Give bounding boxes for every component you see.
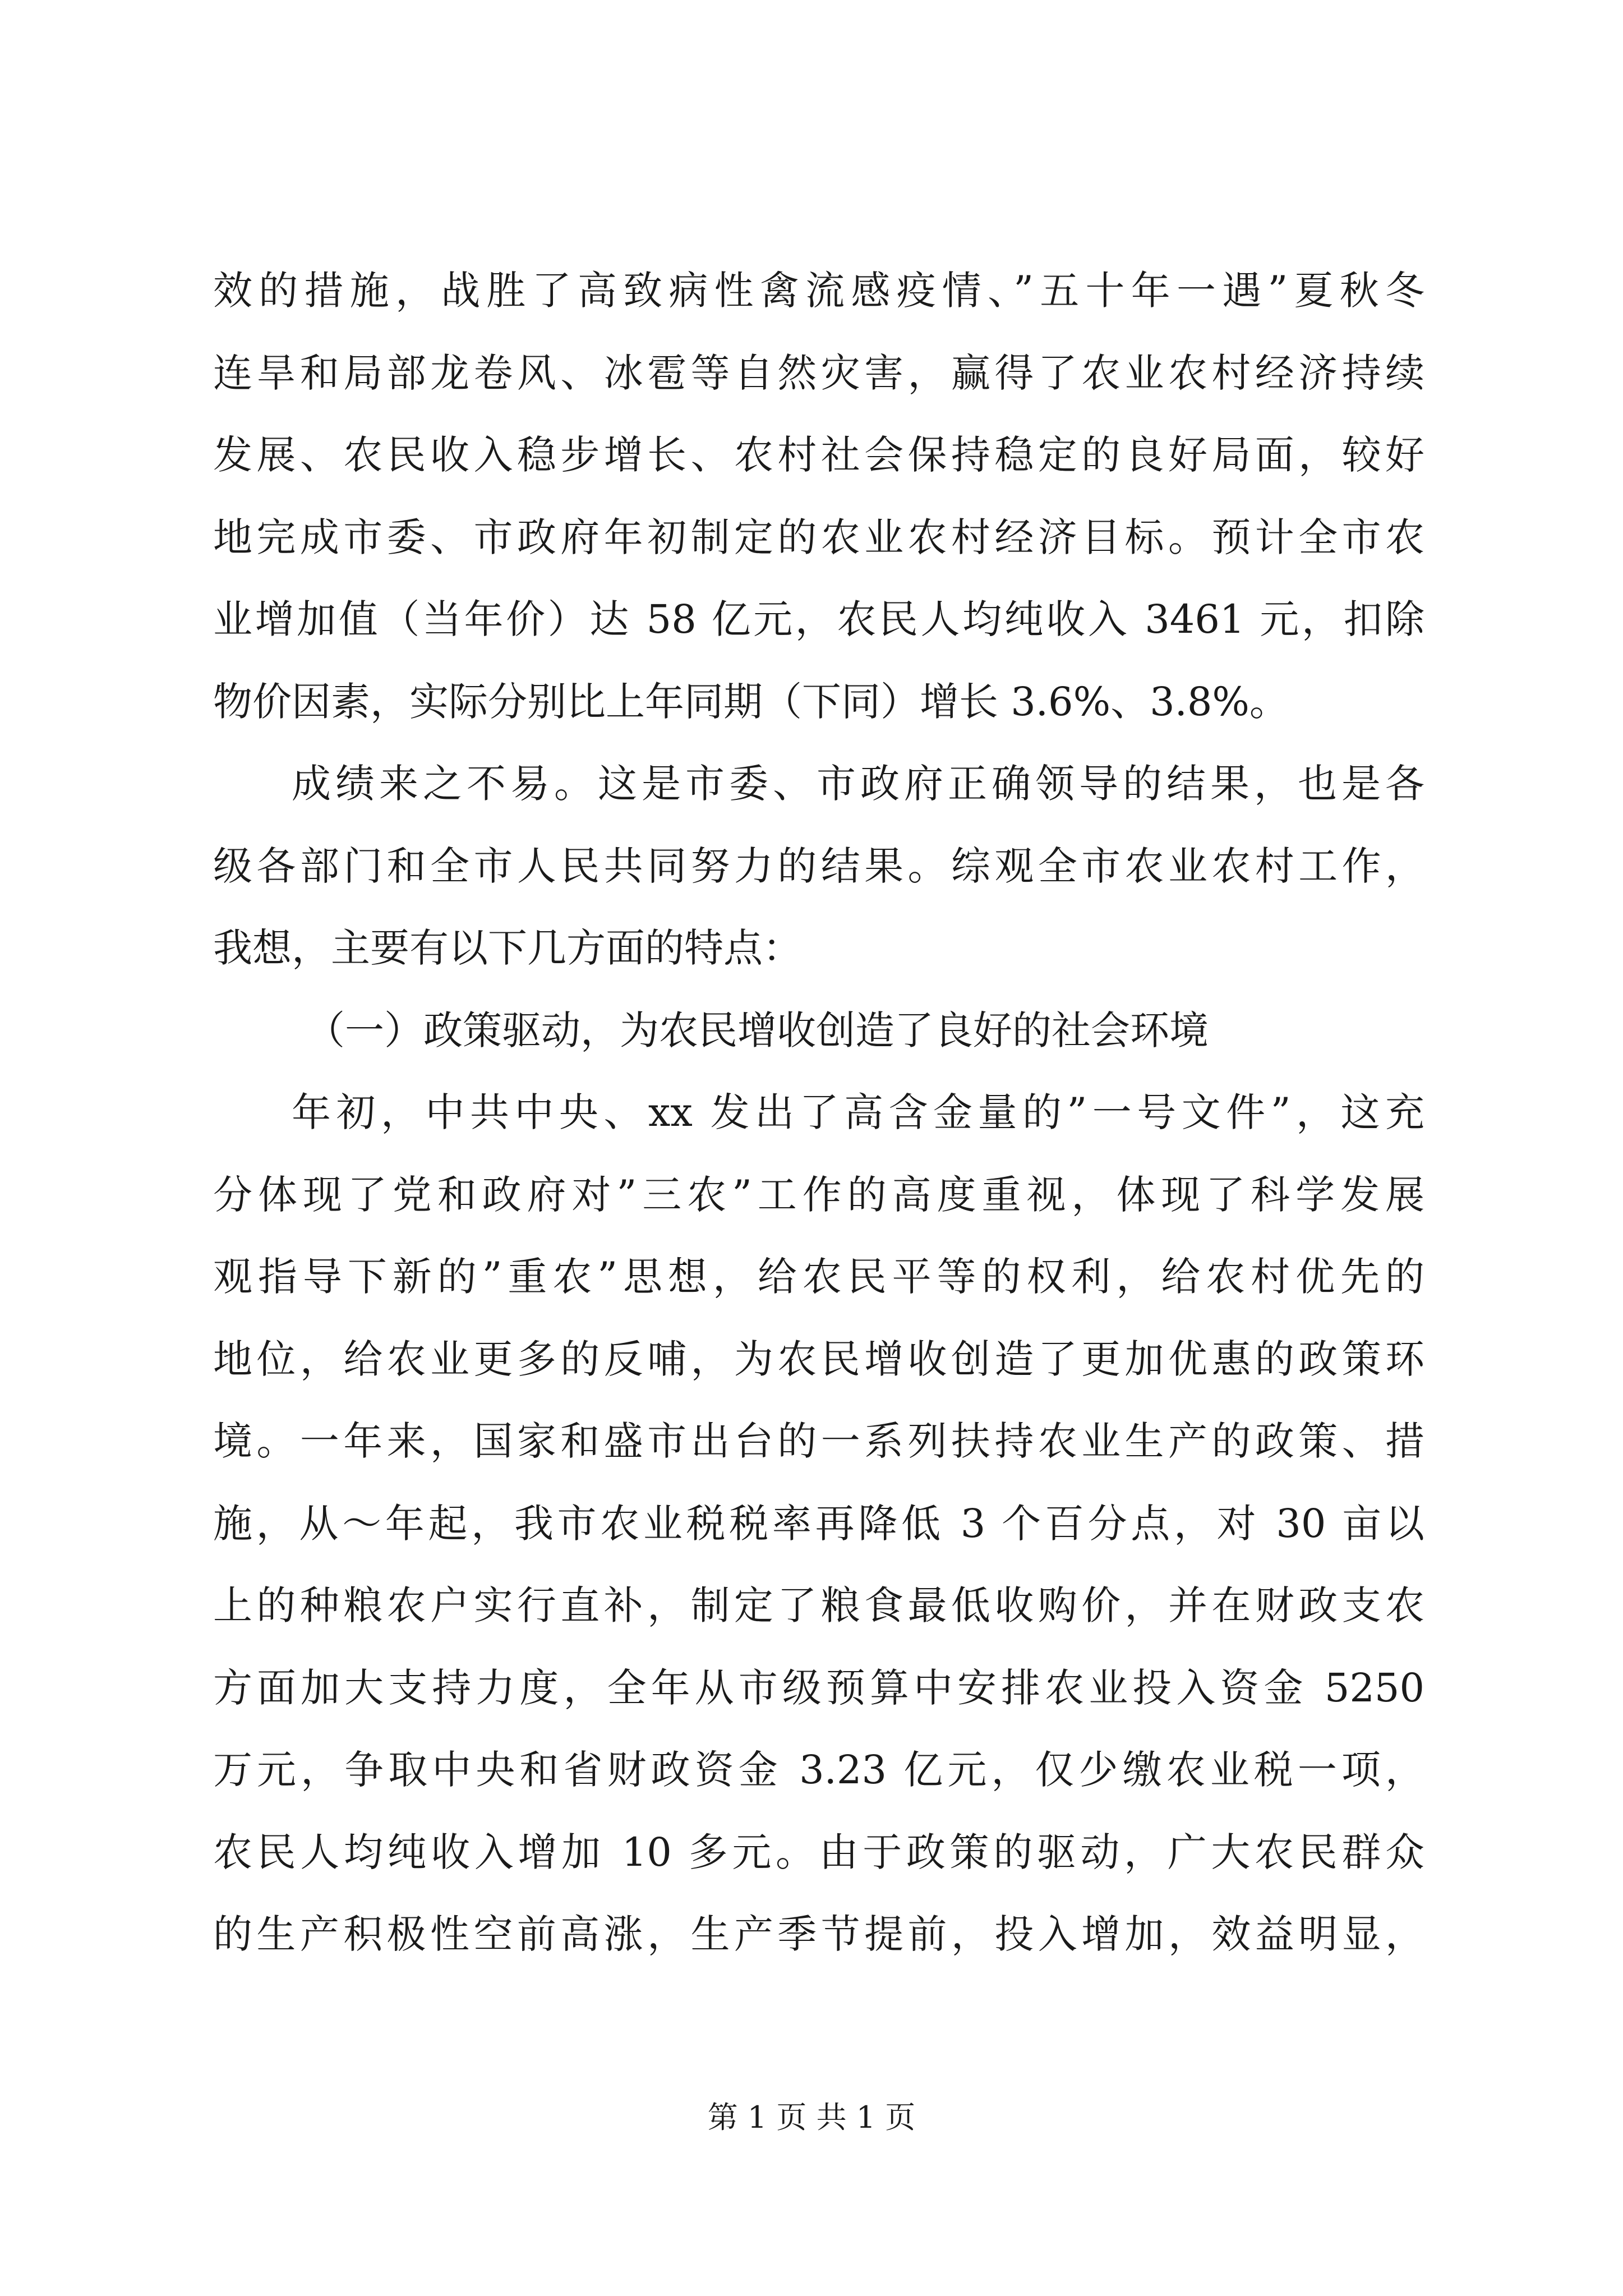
document-body bbox=[213, 250, 1424, 1976]
text-line: 的生产积极性空前高涨，生产季节提前，投入增加，效益明显， bbox=[213, 1911, 1424, 1957]
text-line: 级各部门和全市人民共同努力的结果。综观全市农业农村工作， bbox=[213, 843, 1424, 889]
text-line: 方面加大支持力度，全年从市级预算中安排农业投入资金 5250 bbox=[213, 1664, 1424, 1711]
text-line: 成绩来之不易。这是市委、市政府正确领导的结果，也是各 bbox=[292, 761, 1424, 807]
paragraph-summary bbox=[213, 743, 1424, 990]
section-heading: （一）政策驱动，为农民增收创造了良好的社会环境 bbox=[306, 1007, 1209, 1053]
paragraph-policy bbox=[213, 1071, 1424, 1976]
text-line: 上的种粮农户实行直补，制定了粮食最低收购价，并在财政支农 bbox=[213, 1582, 1424, 1628]
paragraph-achievements bbox=[213, 250, 1424, 743]
text-line: 连旱和局部龙卷风、冰雹等自然灾害，赢得了农业农村经济持续 bbox=[213, 349, 1424, 396]
text-line: 年初，中共中央、xx 发出了高含金量的”一号文件”，这充 bbox=[292, 1089, 1424, 1135]
text-line: 业增加值（当年价）达 58 亿元，农民人均纯收入 3461 元，扣除 bbox=[213, 596, 1424, 642]
text-line: 境。一年来，国家和盛市出台的一系列扶持农业生产的政策、措 bbox=[213, 1418, 1424, 1464]
text-line: 地位，给农业更多的反哺，为农民增收创造了更加优惠的政策环 bbox=[213, 1336, 1424, 1382]
text-line: 地完成市委、市政府年初制定的农业农村经济目标。预计全市农 bbox=[213, 514, 1424, 560]
text-line: 我想，主要有以下几方面的特点： bbox=[213, 925, 802, 971]
text-line: 效的措施，战胜了高致病性禽流感疫情、”五十年一遇”夏秋冬 bbox=[213, 268, 1424, 314]
text-line: 物价因素，实际分别比上年同期（下同）增长 3.6%、3.8%。 bbox=[213, 678, 1289, 725]
text-line: 分体现了党和政府对”三农”工作的高度重视，体现了科学发展 bbox=[213, 1171, 1424, 1218]
text-line: 观指导下新的”重农”思想，给农民平等的权利，给农村优先的 bbox=[213, 1254, 1424, 1300]
text-line: 农民人均纯收入增加 10 多元。由于政策的驱动，广大农民群众 bbox=[213, 1829, 1424, 1875]
page-footer: 第 1 页 共 1 页 bbox=[707, 2100, 916, 2135]
text-line: 万元，争取中央和省财政资金 3.23 亿元，仅少缴农业税一项， bbox=[213, 1747, 1424, 1793]
text-line: 发展、农民收入稳步增长、农村社会保持稳定的良好局面，较好 bbox=[213, 432, 1424, 478]
text-line: 施，从～年起，我市农业税税率再降低 3 个百分点，对 30 亩以 bbox=[213, 1500, 1424, 1547]
